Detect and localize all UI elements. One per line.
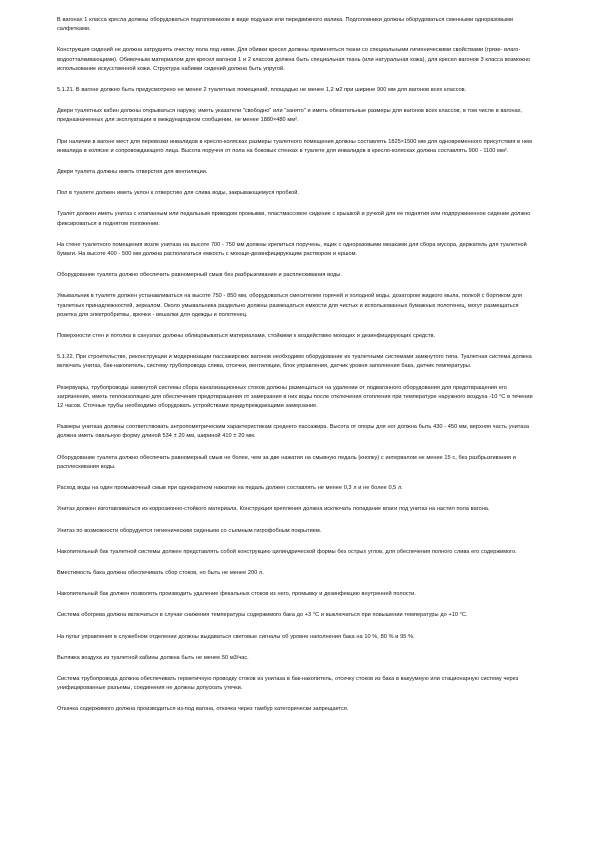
paragraph: На пульт управления в служебном отделении должны выдаваться световые сигналы об уровне наполнения бака на 10 %, 80 % и 95 %. — [57, 633, 415, 640]
paragraph: 5.1.21. В вагоне должно быть предусмотрено не менее 2 туалетных помещений, площадью не менее 1,2 м2 при ширине 900 мм для вагонов всех классов. — [57, 87, 467, 94]
paragraph: Пол в туалете должен иметь уклон к отверстию для слива воды, закрывающемуся пробкой. — [57, 190, 299, 197]
paragraph: Оборудование туалета должно обеспечить равномерный смыв не более, чем за две нажатия на смывную педаль (кнопку) с интервалом не менее 15 с, без разбрызгивания и расплескивания воды. — [57, 454, 516, 470]
paragraph: Расход воды на один промывочный смыв при однократном нажатии на педаль должен составлять не менее 0,3 л и не более 0,5 л. — [57, 485, 403, 492]
paragraph: Поверхности стен и потолка в санузлах должны облицовываться материалами, стойкими к воздействию моющих и дезинфицирующих средств. — [57, 333, 436, 340]
paragraph: Резервуары, трубопроводы замкнутой системы сбора канализационных стоков должны размещаться на удалении от подвагонного оборудования для предотвращения его загрязнения, иметь теплоизоляцию для обеспечения предотвращения от замерзания в них воды после отключения отопления при температуре наружного воздуха -10 °С в течении 12 часов. Сточные трубы необходимо оборудовать устройствами предупреждающими замерзание. — [57, 384, 533, 410]
paragraph: Система трубопровода должна обеспечивать герметичную проводку стоков из унитаза в бак-накопитель, отсечку стоков из бака в вакуумную или стационарную систему через унифицированные разъемы, соединения не должны допускать утечки. — [57, 675, 519, 692]
paragraph: 5.1.22. При строительстве, реконструкции и модернизации пассажирских вагонов необходимо оборудование их туалетными системами замкнутого типа. Туалетная система должна включать унитаз, бак-накопитель, систему трубопровода слива, отсечки, вентиляции, блок управления, датчик уровня заполнения бака, датчик температуры. — [57, 354, 532, 370]
paragraph: Оборудование туалета должно обеспечить равномерный смыв без разбрызгивания и расплескивания воды. — [57, 272, 342, 279]
paragraph: Туалет должен иметь унитаз с клапанным или педальным приводом промывки, пластмассовое сидение с крышкой и ручкой для ее поднятия или подпружиненное сидение должно фиксироваться в поднятом положении. — [57, 211, 531, 227]
paragraph: Двери туалетных кабин должны открываться наружу, иметь указатели "свободно" или "занято" и иметь обязательные размеры для вагонов всех классов, в том числе в вагонах, предназначенных для эксплуатации в международном сообщении, не менее 1880×480 мм². — [57, 108, 523, 124]
paragraph: Унитаз по возможности оборудуется гигиеническим сиденьем со съемным гигрофобным покрытием. — [57, 527, 322, 534]
paragraph: При наличии в вагоне мест для перевозки инвалидов в кресло-колясках размеры туалетного помещения должны составлять 1825×1500 мм для одновременного присутствия в нем инвалида в коляске и сопровождающего лица. Высота поручня от пола на боковых стенках в туалете для инвалидов в кресло-колясках должна составлять 900 - 1100 мм². — [57, 138, 532, 154]
paragraph: Накопительный бак должен позволять производить удаление фекальных стоков из него, промывку и дезинфекцию внутренней полости. — [57, 591, 416, 598]
paragraph: В вагонах 1 класса кресла должны оборудоваться подголовником в виде подушки или передвижного валика. Подголовники должны оборудоваться сменными одноразовыми салфетками. — [57, 17, 514, 33]
paragraph: Система обогрева должна включаться в случае снижения температуры содержимого бака до +3 °С и выключаться при повышении температуры до +10 °С. — [57, 612, 468, 619]
paragraph: Унитаз должен изготавливаться из коррозионно-стойкого материала. Конструкция крепления должна исключать попадание влаги под унитаз на настил пола вагона. — [57, 506, 490, 513]
paragraph: Накопительный бак туалетной системы должен представлять собой конструкцию цилиндрической формы без острых углов, для обеспечения полного слива его содержимого. — [57, 548, 517, 555]
paragraph: Вытяжка воздуха из туалетной кабины должна быть не менее 50 м3/час. — [57, 654, 249, 661]
paragraph: Конструкция сидений не должна затруднять очистку пола под ними. Для обивки кресел должны применяться ткани со специальными гигиеническими свойствами (грязе- влаго- водоотталкивающими). Обивочным материалом для кресел вагонов 1 и 2 классов должна быть специальная ткань (или натуральная кожа), для кресел вагонов 3 класса возможно использование искусственной кожи. Структура набивки сидений должна быть упругой. — [57, 47, 531, 72]
paragraph: Вместимость бака должна обеспечивать сбор стоков, но быть не менее 200 л. — [57, 569, 264, 576]
paragraph: Двери туалета должны иметь отверстия для вентиляции. — [57, 169, 208, 176]
paragraph: Откачка содержимого должна производиться из-под вагона, откачка через тамбур категорически запрещается. — [57, 706, 349, 713]
paragraph: Размеры унитаза должны соответствовать антропометрическим характеристикам среднего пассажира. Высота от опоры для ног должна быть 430 - 450 мм, верхняя часть унитаза должна иметь овальную форму длиной 534 ± 20 мм, шириной 410 ± 20 мм. — [57, 424, 529, 440]
paragraph: На стене туалетного помещения возле унитаза на высоте 700 - 750 мм должны крепиться поручень, ящик с одноразовыми мешками для сбора мусора, держатель для туалетной бумаги. На высоте 400 - 500 мм должна располагаться емкость с моюще-дезинфицирующим раствором и ершом. — [57, 241, 527, 258]
paragraph: Умывальник в туалете должен устанавливаться на высоте 750 - 850 мм, оборудоваться смесителем горячей и холодной воды, дозатором жидкого мыла, полкой с бортиком для туалетных принадлежностей, зеркалом. Около умывальника раздельно должны размещаться емкости для чистых и использованных бумажных полотенец, могут размещаться розетка для электробритвы, крючки - вешалки для одежды и полотенец. — [57, 293, 522, 318]
